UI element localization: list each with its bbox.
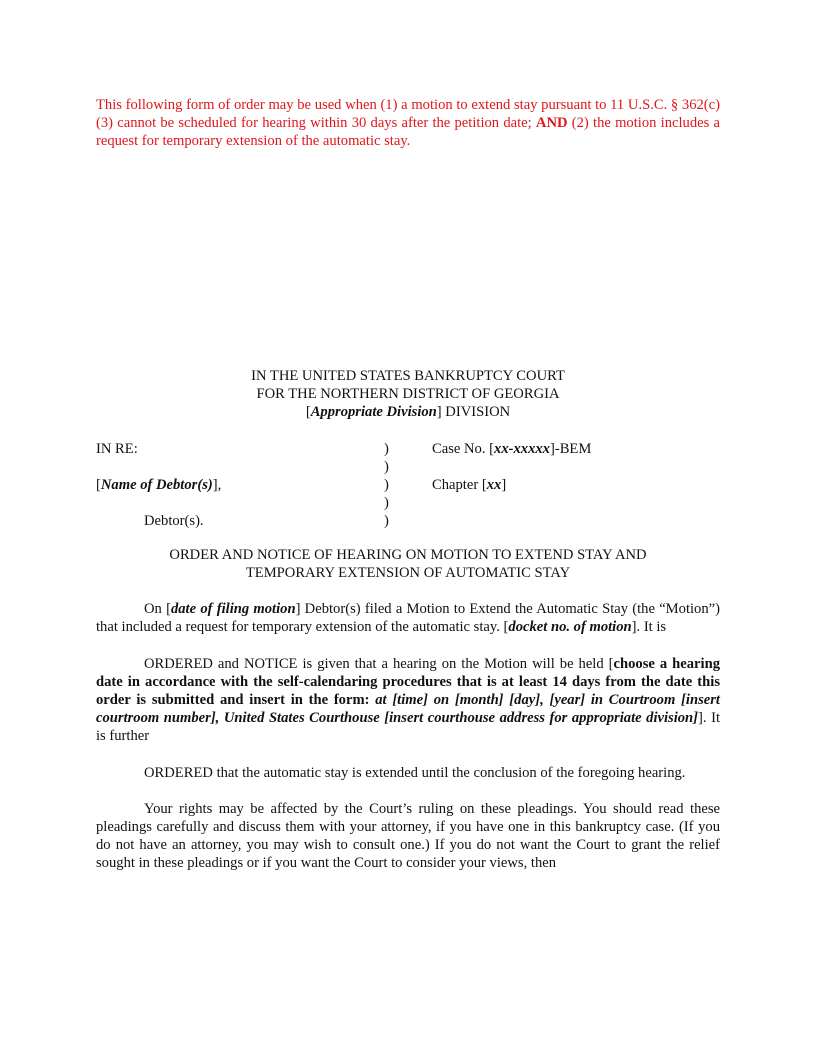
- court-division-line: [96, 403, 720, 421]
- caption-paren: ): [384, 494, 389, 511]
- order-title-line1: ORDER AND NOTICE OF HEARING ON MOTION TO EXTEND STAY AND: [169, 546, 647, 563]
- paragraph1-text2: ] Debtor(s) filed a Motion to Extend the Automatic Stay (the “Motion”) that included a request for temporary extension of the automatic stay. [: [96, 601, 720, 636]
- case-number-prefix: Case No. [: [432, 440, 495, 457]
- paragraph-motion-filed: [96, 600, 720, 636]
- chapter-placeholder: xx: [486, 476, 502, 493]
- paragraph1-text1: On [: [144, 601, 171, 618]
- caption-row-3: [96, 476, 720, 494]
- paragraph1-text3: ]. It is: [631, 619, 667, 636]
- caption-paren: ): [384, 512, 389, 529]
- court-heading: [96, 367, 720, 422]
- docket-number-placeholder: docket no. of motion: [508, 619, 632, 636]
- paragraph2-text2: ]. It is further: [96, 710, 721, 745]
- paragraph-stay-extended: ORDERED that the automatic stay is extended until the conclusion of the foregoing hearing.: [144, 764, 686, 781]
- division-placeholder: Appropriate Division: [310, 404, 437, 421]
- chapter-number: [432, 476, 506, 494]
- paragraph-rights-notice: Your rights may be affected by the Court’s ruling on these pleadings. You should read these pleadings carefully and discuss them with your attorney, if you have one in this bankruptcy case. (If you do not have an attorney, you may wish to consult one.) If you do not want the Court to grant the relief sought in these pleadings or if you want the Court to consider your views, then: [96, 800, 720, 872]
- debtor-open-bracket: [: [96, 476, 101, 493]
- division-open-bracket: [: [305, 404, 311, 421]
- chapter-suffix: ]: [501, 476, 507, 493]
- chapter-prefix: Chapter [: [432, 476, 487, 493]
- document-page: [96, 96, 720, 873]
- debtor-close-bracket: ],: [212, 476, 222, 493]
- paragraph2-text1: ORDERED and NOTICE is given that a hearing on the Motion will be held [: [144, 655, 614, 672]
- caption-row-2: [96, 458, 720, 476]
- division-close-text: ] DIVISION: [436, 404, 511, 421]
- debtor-label: Debtor(s).: [144, 512, 204, 529]
- instruction-note-part1: This following form of order may be used when (1) a motion to extend stay pursuant to 11 U.S.C. § 362(c)(3) cannot be scheduled for hearing within 30 days after the petition date;: [96, 97, 720, 132]
- caption-row-5: [96, 512, 720, 530]
- case-number-placeholder: xx-xxxxx: [494, 440, 550, 457]
- instruction-note-part2: (2) the motion includes a request for temporary extension of the automatic stay.: [96, 115, 720, 150]
- order-title-line2: TEMPORARY EXTENSION OF AUTOMATIC STAY: [245, 565, 571, 582]
- instruction-note: [96, 96, 720, 151]
- court-heading-line1: IN THE UNITED STATES BANKRUPTCY COURT: [251, 367, 565, 384]
- paragraph-hearing-notice: [96, 655, 720, 746]
- order-title: [96, 546, 720, 582]
- hearing-details-placeholder: at [time] on [month] [day], [year] in Courtroom [insert courtroom number], United States Courthouse [insert courthouse address for appropriate division]: [96, 692, 720, 727]
- date-of-filing-placeholder: date of filing motion: [170, 601, 296, 618]
- instruction-note-emphasis: AND: [535, 115, 568, 132]
- case-caption: [96, 440, 720, 532]
- caption-row-4: [96, 494, 720, 512]
- in-re-label: IN RE:: [96, 440, 138, 457]
- caption-paren: ): [384, 476, 389, 493]
- case-number: [432, 440, 591, 458]
- caption-paren: ): [384, 440, 389, 457]
- caption-row-1: [96, 440, 720, 458]
- caption-paren: ): [384, 458, 389, 475]
- debtor-name: [96, 476, 221, 494]
- case-number-suffix: ]-BEM: [549, 440, 592, 457]
- court-heading-line2: FOR THE NORTHERN DISTRICT OF GEORGIA: [256, 386, 560, 403]
- hearing-instruction: choose a hearing date in accordance with the self-calendaring procedures that is at least 14 days from the date this order is submitted and insert in the form:: [96, 655, 720, 709]
- debtor-name-placeholder: Name of Debtor(s): [100, 476, 213, 493]
